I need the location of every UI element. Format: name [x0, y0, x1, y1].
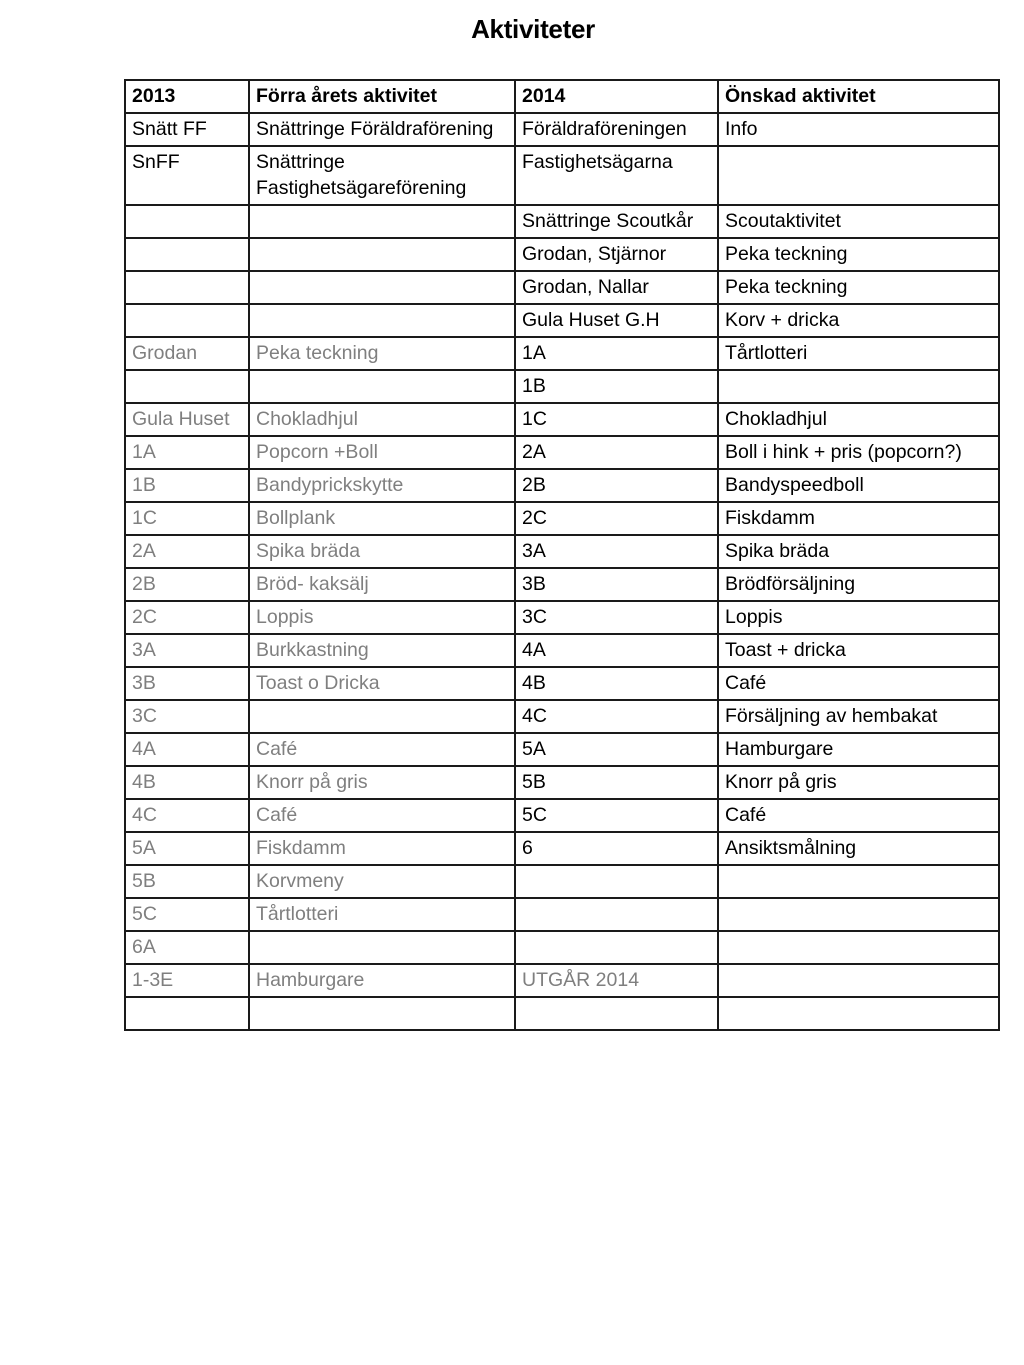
cell-wished-activity: Hamburgare [718, 733, 999, 766]
cell-wished-activity: Ansiktsmålning [718, 832, 999, 865]
cell-2014: 5A [515, 733, 718, 766]
cell-wished-activity: Loppis [718, 601, 999, 634]
cell-2013: 5A [125, 832, 249, 865]
cell-2014: 2A [515, 436, 718, 469]
cell-2013: 4B [125, 766, 249, 799]
cell-2014: 1B [515, 370, 718, 403]
cell-2013: 1-3E [125, 964, 249, 997]
table-row [125, 667, 999, 700]
cell-2013: 1B [125, 469, 249, 502]
cell-previous-activity: Popcorn +Boll [249, 436, 515, 469]
cell-2013: Grodan [125, 337, 249, 370]
cell-2014: Grodan, Stjärnor [515, 238, 718, 271]
cell-2013: Gula Huset [125, 403, 249, 436]
cell-2013: 4A [125, 733, 249, 766]
cell-wished-activity: Spika bräda [718, 535, 999, 568]
table-row [125, 271, 999, 304]
cell-2014: UTGÅR 2014 [515, 964, 718, 997]
cell-wished-activity [718, 931, 999, 964]
cell-2013: 5B [125, 865, 249, 898]
cell-previous-activity: Loppis [249, 601, 515, 634]
cell-2014 [515, 898, 718, 931]
cell-2014 [515, 997, 718, 1030]
table-row [125, 205, 999, 238]
cell-previous-activity: Toast o Dricka [249, 667, 515, 700]
cell-wished-activity [718, 146, 999, 205]
activities-table [124, 79, 1000, 1031]
header-2014: 2014 [515, 80, 718, 113]
cell-previous-activity: Fiskdamm [249, 832, 515, 865]
table-row [125, 403, 999, 436]
cell-2014: 6 [515, 832, 718, 865]
cell-2013 [125, 238, 249, 271]
cell-2014: Snättringe Scoutkår [515, 205, 718, 238]
table-row [125, 766, 999, 799]
cell-2013 [125, 370, 249, 403]
cell-wished-activity: Scoutaktivitet [718, 205, 999, 238]
cell-2014 [515, 865, 718, 898]
cell-2014: 4A [515, 634, 718, 667]
table-row [125, 238, 999, 271]
cell-2014: Föräldraföreningen [515, 113, 718, 146]
table-row [125, 799, 999, 832]
cell-wished-activity [718, 865, 999, 898]
cell-wished-activity: Brödförsäljning [718, 568, 999, 601]
cell-2014: 1A [515, 337, 718, 370]
cell-2013: 3C [125, 700, 249, 733]
cell-2014: 1C [515, 403, 718, 436]
cell-previous-activity [249, 700, 515, 733]
cell-previous-activity: Korvmeny [249, 865, 515, 898]
cell-previous-activity: Bandyprickskytte [249, 469, 515, 502]
table-row [125, 964, 999, 997]
table-row [125, 535, 999, 568]
cell-2013: 3A [125, 634, 249, 667]
cell-2013 [125, 205, 249, 238]
cell-previous-activity [249, 997, 515, 1030]
header-previous-activity: Förra årets aktivitet [249, 80, 515, 113]
cell-previous-activity [249, 271, 515, 304]
cell-2013: SnFF [125, 146, 249, 205]
cell-previous-activity: Spika bräda [249, 535, 515, 568]
table-row [125, 568, 999, 601]
cell-2013: 1C [125, 502, 249, 535]
cell-previous-activity: Bollplank [249, 502, 515, 535]
table-row [125, 469, 999, 502]
cell-2014: Fastighetsägarna [515, 146, 718, 205]
cell-wished-activity: Knorr på gris [718, 766, 999, 799]
cell-wished-activity: Info [718, 113, 999, 146]
page-title: Aktiviteter [471, 14, 595, 44]
table-row [125, 931, 999, 964]
cell-wished-activity: Bandyspeedboll [718, 469, 999, 502]
cell-previous-activity [249, 370, 515, 403]
cell-2013: 3B [125, 667, 249, 700]
table-row [125, 337, 999, 370]
table-row [125, 146, 999, 205]
cell-2013 [125, 997, 249, 1030]
table-row [125, 601, 999, 634]
cell-2013 [125, 304, 249, 337]
cell-previous-activity: Knorr på gris [249, 766, 515, 799]
cell-2013: 6A [125, 931, 249, 964]
cell-2014: 3B [515, 568, 718, 601]
cell-wished-activity: Café [718, 667, 999, 700]
cell-wished-activity: Försäljning av hembakat [718, 700, 999, 733]
cell-previous-activity: Café [249, 799, 515, 832]
table-row [125, 733, 999, 766]
cell-2014: 2C [515, 502, 718, 535]
cell-wished-activity [718, 370, 999, 403]
cell-2014: 2B [515, 469, 718, 502]
cell-previous-activity: Snättringe Föräldraförening [249, 113, 515, 146]
cell-previous-activity: Bröd- kaksälj [249, 568, 515, 601]
cell-previous-activity [249, 205, 515, 238]
header-wished-activity: Önskad aktivitet [718, 80, 999, 113]
cell-wished-activity: Chokladhjul [718, 403, 999, 436]
header-2013: 2013 [125, 80, 249, 113]
table-row [125, 865, 999, 898]
cell-previous-activity: Burkkastning [249, 634, 515, 667]
table-row [125, 634, 999, 667]
cell-2014: Gula Huset G.H [515, 304, 718, 337]
cell-wished-activity: Tårtlotteri [718, 337, 999, 370]
cell-previous-activity: Peka teckning [249, 337, 515, 370]
table-row [125, 304, 999, 337]
cell-wished-activity: Korv + dricka [718, 304, 999, 337]
table-header-row [125, 80, 999, 113]
cell-2014 [515, 931, 718, 964]
cell-wished-activity: Peka teckning [718, 238, 999, 271]
cell-2013: 2B [125, 568, 249, 601]
cell-2014: 4B [515, 667, 718, 700]
cell-previous-activity: Chokladhjul [249, 403, 515, 436]
cell-2014: 4C [515, 700, 718, 733]
table-row [125, 436, 999, 469]
cell-2014: 5C [515, 799, 718, 832]
cell-2013: 2A [125, 535, 249, 568]
table-row [125, 997, 999, 1030]
cell-previous-activity: Café [249, 733, 515, 766]
cell-2013: Snätt FF [125, 113, 249, 146]
cell-wished-activity: Toast + dricka [718, 634, 999, 667]
cell-previous-activity: Tårtlotteri [249, 898, 515, 931]
cell-2013: 5C [125, 898, 249, 931]
table-body [125, 113, 999, 1030]
cell-2014: 3A [515, 535, 718, 568]
cell-wished-activity [718, 964, 999, 997]
cell-wished-activity: Peka teckning [718, 271, 999, 304]
cell-2013 [125, 271, 249, 304]
cell-2013: 4C [125, 799, 249, 832]
table-row [125, 832, 999, 865]
cell-2014: 3C [515, 601, 718, 634]
cell-previous-activity [249, 304, 515, 337]
cell-wished-activity: Boll i hink + pris (popcorn?) [718, 436, 999, 469]
cell-wished-activity [718, 898, 999, 931]
table-row [125, 898, 999, 931]
cell-wished-activity: Café [718, 799, 999, 832]
cell-2013: 1A [125, 436, 249, 469]
table-row [125, 113, 999, 146]
cell-2013: 2C [125, 601, 249, 634]
cell-2014: Grodan, Nallar [515, 271, 718, 304]
cell-previous-activity: Snättringe Fastighetsägareförening [249, 146, 515, 205]
table-row [125, 700, 999, 733]
cell-2014: 5B [515, 766, 718, 799]
table-row [125, 502, 999, 535]
cell-previous-activity [249, 931, 515, 964]
cell-previous-activity [249, 238, 515, 271]
cell-previous-activity: Hamburgare [249, 964, 515, 997]
cell-wished-activity: Fiskdamm [718, 502, 999, 535]
cell-wished-activity [718, 997, 999, 1030]
table-row [125, 370, 999, 403]
